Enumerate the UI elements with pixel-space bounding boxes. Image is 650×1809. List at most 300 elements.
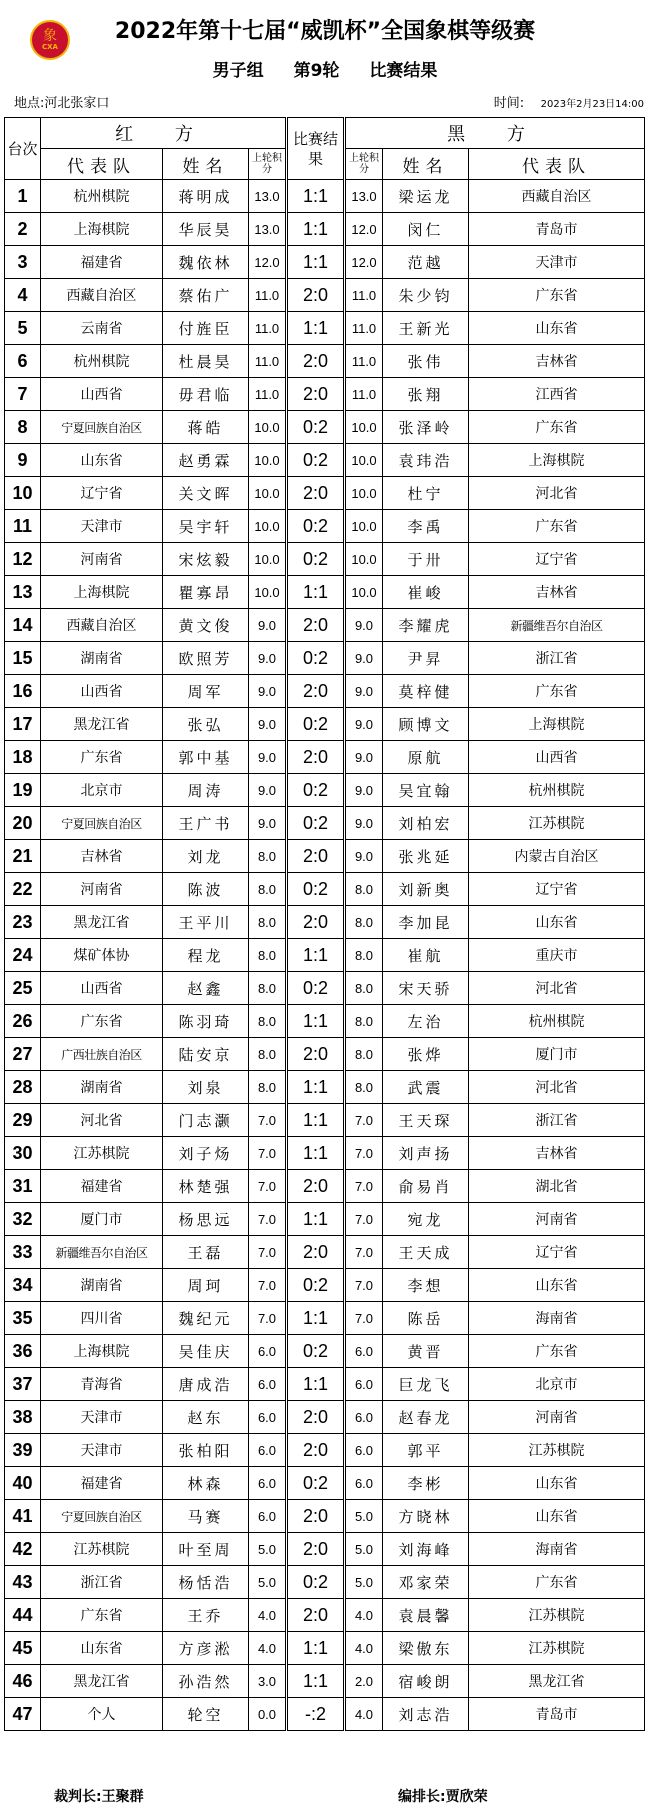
red-name-cell: 杨思远 — [163, 1203, 249, 1236]
red-points-cell: 6.0 — [249, 1434, 287, 1467]
red-team-cell: 福建省 — [41, 246, 163, 279]
black-team-cell: 广东省 — [469, 510, 645, 543]
result-cell: 1:1 — [287, 576, 345, 609]
black-team-cell: 江苏棋院 — [469, 1434, 645, 1467]
red-name-cell: 王磊 — [163, 1236, 249, 1269]
black-points-cell: 8.0 — [345, 906, 383, 939]
red-team-cell: 湖南省 — [41, 642, 163, 675]
table-row — [5, 807, 645, 840]
red-points-cell: 9.0 — [249, 774, 287, 807]
black-name-cell: 张兆延 — [383, 840, 469, 873]
table-row — [5, 1104, 645, 1137]
table-no-cell: 29 — [5, 1104, 41, 1137]
black-team-cell: 新疆维吾尔自治区 — [469, 609, 645, 642]
red-points-cell: 8.0 — [249, 1071, 287, 1104]
red-team-cell: 四川省 — [41, 1302, 163, 1335]
red-team-cell: 杭州棋院 — [41, 345, 163, 378]
table-row — [5, 741, 645, 774]
result-cell: 2:0 — [287, 1434, 345, 1467]
black-name-cell: 李彬 — [383, 1467, 469, 1500]
black-team-cell: 河南省 — [469, 1203, 645, 1236]
black-team-cell: 天津市 — [469, 246, 645, 279]
red-points-cell: 13.0 — [249, 180, 287, 213]
black-name-cell: 袁玮浩 — [383, 444, 469, 477]
black-name-cell: 梁运龙 — [383, 180, 469, 213]
red-points-cell: 7.0 — [249, 1236, 287, 1269]
red-points-cell: 12.0 — [249, 246, 287, 279]
table-row — [5, 1038, 645, 1071]
red-name-cell: 林楚强 — [163, 1170, 249, 1203]
result-cell: 2:0 — [287, 840, 345, 873]
red-team-cell: 黑龙江省 — [41, 708, 163, 741]
black-name-cell: 王新光 — [383, 312, 469, 345]
black-points-cell: 8.0 — [345, 1005, 383, 1038]
black-points-cell: 5.0 — [345, 1566, 383, 1599]
red-team-cell: 山东省 — [41, 444, 163, 477]
table-row — [5, 279, 645, 312]
result-cell: 2:0 — [287, 1038, 345, 1071]
red-points-cell: 9.0 — [249, 807, 287, 840]
red-name-cell: 叶至周 — [163, 1533, 249, 1566]
black-points-cell: 11.0 — [345, 279, 383, 312]
black-points-cell: 12.0 — [345, 246, 383, 279]
result-cell: 1:1 — [287, 1104, 345, 1137]
red-points-cell: 8.0 — [249, 972, 287, 1005]
black-side-header: 黑 方 — [345, 118, 645, 149]
red-team-cell: 广东省 — [41, 741, 163, 774]
red-points-cell: 10.0 — [249, 543, 287, 576]
black-points-cell: 9.0 — [345, 609, 383, 642]
black-name-cell: 范越 — [383, 246, 469, 279]
table-no-cell: 31 — [5, 1170, 41, 1203]
black-name-cell: 郭平 — [383, 1434, 469, 1467]
red-points-cell: 9.0 — [249, 675, 287, 708]
red-team-cell: 广东省 — [41, 1005, 163, 1038]
black-points-cell: 11.0 — [345, 312, 383, 345]
red-team-cell: 江苏棋院 — [41, 1137, 163, 1170]
black-name-cell: 方晓林 — [383, 1500, 469, 1533]
black-team-cell: 江苏棋院 — [469, 1632, 645, 1665]
table-no-cell: 25 — [5, 972, 41, 1005]
table-row — [5, 642, 645, 675]
black-name-cell: 李耀虎 — [383, 609, 469, 642]
table-no-cell: 14 — [5, 609, 41, 642]
red-team-cell: 河南省 — [41, 543, 163, 576]
black-points-header: 上轮积分 — [345, 149, 383, 180]
black-points-cell: 10.0 — [345, 444, 383, 477]
table-no-cell: 24 — [5, 939, 41, 972]
black-points-cell: 7.0 — [345, 1137, 383, 1170]
black-points-cell: 2.0 — [345, 1665, 383, 1698]
table-row — [5, 774, 645, 807]
black-team-cell: 山东省 — [469, 906, 645, 939]
black-name-cell: 闵仁 — [383, 213, 469, 246]
red-name-cell: 马赛 — [163, 1500, 249, 1533]
table-no-cell: 45 — [5, 1632, 41, 1665]
table-row — [5, 477, 645, 510]
black-points-cell: 6.0 — [345, 1434, 383, 1467]
red-points-cell: 6.0 — [249, 1467, 287, 1500]
black-points-cell: 9.0 — [345, 708, 383, 741]
red-name-cell: 陈羽琦 — [163, 1005, 249, 1038]
red-points-cell: 7.0 — [249, 1203, 287, 1236]
black-team-header: 代表队 — [469, 149, 645, 180]
red-team-cell: 河南省 — [41, 873, 163, 906]
black-team-cell: 辽宁省 — [469, 543, 645, 576]
red-name-cell: 陆安京 — [163, 1038, 249, 1071]
table-no-cell: 39 — [5, 1434, 41, 1467]
black-points-cell: 4.0 — [345, 1632, 383, 1665]
red-name-cell: 蒋明成 — [163, 180, 249, 213]
black-name-cell: 李加昆 — [383, 906, 469, 939]
red-team-cell: 宁夏回族自治区 — [41, 1500, 163, 1533]
black-name-cell: 宛龙 — [383, 1203, 469, 1236]
result-cell: 1:1 — [287, 180, 345, 213]
black-team-cell: 内蒙古自治区 — [469, 840, 645, 873]
red-name-cell: 周珂 — [163, 1269, 249, 1302]
table-no-cell: 8 — [5, 411, 41, 444]
red-team-cell: 上海棋院 — [41, 576, 163, 609]
table-no-cell: 1 — [5, 180, 41, 213]
result-cell: 2:0 — [287, 1599, 345, 1632]
red-team-cell: 河北省 — [41, 1104, 163, 1137]
black-team-cell: 江西省 — [469, 378, 645, 411]
red-points-cell: 7.0 — [249, 1137, 287, 1170]
red-name-cell: 蔡佑广 — [163, 279, 249, 312]
red-team-cell: 福建省 — [41, 1170, 163, 1203]
black-name-cell: 刘志浩 — [383, 1698, 469, 1731]
black-team-cell: 江苏棋院 — [469, 807, 645, 840]
result-cell: 2:0 — [287, 609, 345, 642]
table-no-cell: 4 — [5, 279, 41, 312]
black-team-cell: 河北省 — [469, 972, 645, 1005]
result-cell: 2:0 — [287, 1236, 345, 1269]
red-team-cell: 辽宁省 — [41, 477, 163, 510]
red-team-cell: 西藏自治区 — [41, 609, 163, 642]
black-team-cell: 广东省 — [469, 675, 645, 708]
black-name-cell: 刘柏宏 — [383, 807, 469, 840]
result-cell: 0:2 — [287, 1269, 345, 1302]
red-points-cell: 5.0 — [249, 1533, 287, 1566]
result-cell: 2:0 — [287, 675, 345, 708]
table-no-cell: 28 — [5, 1071, 41, 1104]
table-no-cell: 33 — [5, 1236, 41, 1269]
table-no-cell: 7 — [5, 378, 41, 411]
black-name-cell: 左治 — [383, 1005, 469, 1038]
result-cell: 1:1 — [287, 312, 345, 345]
red-team-cell: 广东省 — [41, 1599, 163, 1632]
black-points-cell: 7.0 — [345, 1203, 383, 1236]
red-name-cell: 孙浩然 — [163, 1665, 249, 1698]
red-points-cell: 13.0 — [249, 213, 287, 246]
black-points-cell: 10.0 — [345, 477, 383, 510]
black-points-cell: 7.0 — [345, 1302, 383, 1335]
red-points-cell: 8.0 — [249, 873, 287, 906]
table-no-cell: 22 — [5, 873, 41, 906]
table-no-cell: 17 — [5, 708, 41, 741]
venue-label: 地点: — [14, 96, 45, 111]
black-name-cell: 宿峻朗 — [383, 1665, 469, 1698]
result-cell: 1:1 — [287, 1005, 345, 1038]
table-row — [5, 510, 645, 543]
table-no-cell: 19 — [5, 774, 41, 807]
red-name-cell: 吴宇轩 — [163, 510, 249, 543]
black-name-cell: 宋天骄 — [383, 972, 469, 1005]
black-name-cell: 李想 — [383, 1269, 469, 1302]
result-cell: 0:2 — [287, 510, 345, 543]
result-cell: 2:0 — [287, 1170, 345, 1203]
black-points-cell: 9.0 — [345, 741, 383, 774]
red-team-cell: 厦门市 — [41, 1203, 163, 1236]
table-row — [5, 1401, 645, 1434]
black-points-cell: 8.0 — [345, 1071, 383, 1104]
black-points-cell: 9.0 — [345, 840, 383, 873]
table-no-cell: 44 — [5, 1599, 41, 1632]
black-points-cell: 9.0 — [345, 642, 383, 675]
red-name-cell: 陈波 — [163, 873, 249, 906]
red-points-cell: 9.0 — [249, 642, 287, 675]
black-name-cell: 巨龙飞 — [383, 1368, 469, 1401]
red-points-cell: 6.0 — [249, 1401, 287, 1434]
red-points-cell: 7.0 — [249, 1104, 287, 1137]
red-name-cell: 关文晖 — [163, 477, 249, 510]
red-team-cell: 湖南省 — [41, 1269, 163, 1302]
table-no-cell: 38 — [5, 1401, 41, 1434]
black-points-cell: 5.0 — [345, 1533, 383, 1566]
black-points-cell: 4.0 — [345, 1599, 383, 1632]
black-name-header: 姓名 — [383, 149, 469, 180]
table-row — [5, 576, 645, 609]
red-name-cell: 王广书 — [163, 807, 249, 840]
red-points-cell: 10.0 — [249, 576, 287, 609]
result-cell: 0:2 — [287, 1467, 345, 1500]
table-row — [5, 1434, 645, 1467]
black-points-cell: 7.0 — [345, 1236, 383, 1269]
red-name-cell: 毋君临 — [163, 378, 249, 411]
black-team-cell: 海南省 — [469, 1302, 645, 1335]
black-name-cell: 朱少钧 — [383, 279, 469, 312]
results-table — [4, 117, 645, 1731]
red-points-cell: 8.0 — [249, 1038, 287, 1071]
red-team-cell: 天津市 — [41, 1434, 163, 1467]
table-no-cell: 32 — [5, 1203, 41, 1236]
red-points-cell: 11.0 — [249, 345, 287, 378]
black-points-cell: 9.0 — [345, 675, 383, 708]
chief-referee-name: 王聚群 — [101, 1789, 144, 1805]
table-row — [5, 1269, 645, 1302]
black-name-cell: 于卅 — [383, 543, 469, 576]
table-no-cell: 35 — [5, 1302, 41, 1335]
red-name-cell: 张柏阳 — [163, 1434, 249, 1467]
black-points-cell: 9.0 — [345, 774, 383, 807]
black-name-cell: 杜宁 — [383, 477, 469, 510]
result-cell: 2:0 — [287, 741, 345, 774]
table-no-cell: 13 — [5, 576, 41, 609]
black-team-cell: 杭州棋院 — [469, 774, 645, 807]
red-team-cell: 西藏自治区 — [41, 279, 163, 312]
red-team-cell: 浙江省 — [41, 1566, 163, 1599]
red-team-cell: 黑龙江省 — [41, 906, 163, 939]
table-no-cell: 10 — [5, 477, 41, 510]
table-row — [5, 312, 645, 345]
red-team-cell: 宁夏回族自治区 — [41, 411, 163, 444]
red-points-cell: 0.0 — [249, 1698, 287, 1731]
table-row — [5, 1533, 645, 1566]
page-footer — [0, 1786, 650, 1808]
red-team-cell: 江苏棋院 — [41, 1533, 163, 1566]
red-name-cell: 宋炫毅 — [163, 543, 249, 576]
table-row — [5, 840, 645, 873]
result-cell: 1:1 — [287, 246, 345, 279]
result-cell: 1:1 — [287, 213, 345, 246]
table-row — [5, 873, 645, 906]
red-team-cell: 山东省 — [41, 1632, 163, 1665]
black-team-cell: 山东省 — [469, 312, 645, 345]
red-name-cell: 程龙 — [163, 939, 249, 972]
table-no-cell: 12 — [5, 543, 41, 576]
table-no-cell: 46 — [5, 1665, 41, 1698]
black-team-cell: 河南省 — [469, 1401, 645, 1434]
result-cell: 2:0 — [287, 279, 345, 312]
black-team-cell: 吉林省 — [469, 576, 645, 609]
red-name-cell: 张弘 — [163, 708, 249, 741]
result-cell: 2:0 — [287, 1500, 345, 1533]
result-cell: 1:1 — [287, 1665, 345, 1698]
black-points-cell: 6.0 — [345, 1368, 383, 1401]
black-team-cell: 广东省 — [469, 279, 645, 312]
black-name-cell: 刘海峰 — [383, 1533, 469, 1566]
red-team-cell: 湖南省 — [41, 1071, 163, 1104]
table-no-cell: 20 — [5, 807, 41, 840]
red-name-cell: 赵东 — [163, 1401, 249, 1434]
black-team-cell: 黑龙江省 — [469, 1665, 645, 1698]
table-no-cell: 41 — [5, 1500, 41, 1533]
red-points-cell: 11.0 — [249, 279, 287, 312]
table-row — [5, 246, 645, 279]
event-meta — [14, 92, 644, 110]
black-team-cell: 江苏棋院 — [469, 1599, 645, 1632]
black-points-cell: 12.0 — [345, 213, 383, 246]
red-name-cell: 唐成浩 — [163, 1368, 249, 1401]
black-name-cell: 崔航 — [383, 939, 469, 972]
result-cell: 2:0 — [287, 345, 345, 378]
black-team-cell: 河北省 — [469, 1071, 645, 1104]
black-name-cell: 梁傲东 — [383, 1632, 469, 1665]
red-team-cell: 杭州棋院 — [41, 180, 163, 213]
black-points-cell: 6.0 — [345, 1467, 383, 1500]
result-cell: 0:2 — [287, 444, 345, 477]
red-name-cell: 王平川 — [163, 906, 249, 939]
table-row — [5, 1236, 645, 1269]
black-team-cell: 厦门市 — [469, 1038, 645, 1071]
table-row — [5, 675, 645, 708]
red-team-cell: 新疆维吾尔自治区 — [41, 1236, 163, 1269]
page-header — [0, 0, 650, 92]
red-name-cell: 黄文俊 — [163, 609, 249, 642]
red-team-cell: 山西省 — [41, 675, 163, 708]
red-name-cell: 杜晨昊 — [163, 345, 249, 378]
red-name-cell: 刘子炀 — [163, 1137, 249, 1170]
table-no-cell: 26 — [5, 1005, 41, 1038]
black-name-cell: 尹昇 — [383, 642, 469, 675]
table-no-cell: 16 — [5, 675, 41, 708]
black-name-cell: 张烨 — [383, 1038, 469, 1071]
red-name-cell: 林森 — [163, 1467, 249, 1500]
red-points-cell: 7.0 — [249, 1170, 287, 1203]
table-row — [5, 444, 645, 477]
black-name-cell: 原航 — [383, 741, 469, 774]
arranger-name: 贾欣荣 — [445, 1789, 488, 1805]
table-row — [5, 972, 645, 1005]
black-points-cell: 11.0 — [345, 345, 383, 378]
black-name-cell: 崔峻 — [383, 576, 469, 609]
table-row — [5, 1599, 645, 1632]
red-points-cell: 9.0 — [249, 708, 287, 741]
red-team-cell: 青海省 — [41, 1368, 163, 1401]
result-cell: 0:2 — [287, 873, 345, 906]
red-team-cell: 吉林省 — [41, 840, 163, 873]
red-points-cell: 10.0 — [249, 477, 287, 510]
logo-glyph: 象 — [43, 28, 57, 44]
red-points-cell: 9.0 — [249, 741, 287, 774]
red-team-header: 代表队 — [41, 149, 163, 180]
result-cell: 1:1 — [287, 1071, 345, 1104]
result-cell: 0:2 — [287, 807, 345, 840]
red-name-cell: 刘泉 — [163, 1071, 249, 1104]
black-points-cell: 6.0 — [345, 1335, 383, 1368]
black-name-cell: 顾博文 — [383, 708, 469, 741]
table-row — [5, 213, 645, 246]
table-no-header: 台次 — [5, 118, 41, 180]
red-points-cell: 6.0 — [249, 1335, 287, 1368]
result-cell: 1:1 — [287, 1137, 345, 1170]
red-name-cell: 周军 — [163, 675, 249, 708]
table-no-cell: 27 — [5, 1038, 41, 1071]
black-name-cell: 王天琛 — [383, 1104, 469, 1137]
black-points-cell: 8.0 — [345, 1038, 383, 1071]
black-team-cell: 广东省 — [469, 1335, 645, 1368]
table-no-cell: 47 — [5, 1698, 41, 1731]
table-no-cell: 2 — [5, 213, 41, 246]
table-row — [5, 1335, 645, 1368]
black-team-cell: 杭州棋院 — [469, 1005, 645, 1038]
table-no-cell: 36 — [5, 1335, 41, 1368]
black-name-cell: 黄晋 — [383, 1335, 469, 1368]
black-team-cell: 上海棋院 — [469, 708, 645, 741]
table-no-cell: 6 — [5, 345, 41, 378]
table-row — [5, 1467, 645, 1500]
table-no-cell: 40 — [5, 1467, 41, 1500]
black-points-cell: 4.0 — [345, 1698, 383, 1731]
black-points-cell: 6.0 — [345, 1401, 383, 1434]
black-points-cell: 10.0 — [345, 411, 383, 444]
time-value: 2023年2月23日14:00 — [540, 99, 644, 110]
black-team-cell: 山西省 — [469, 741, 645, 774]
table-no-cell: 3 — [5, 246, 41, 279]
result-cell: 0:2 — [287, 1566, 345, 1599]
result-cell: 2:0 — [287, 477, 345, 510]
red-points-cell: 11.0 — [249, 312, 287, 345]
black-name-cell: 李禹 — [383, 510, 469, 543]
table-row — [5, 1302, 645, 1335]
red-points-cell: 6.0 — [249, 1368, 287, 1401]
table-row — [5, 906, 645, 939]
red-points-cell: 6.0 — [249, 1500, 287, 1533]
black-team-cell: 湖北省 — [469, 1170, 645, 1203]
black-team-cell: 辽宁省 — [469, 873, 645, 906]
red-points-cell: 7.0 — [249, 1269, 287, 1302]
red-name-cell: 周涛 — [163, 774, 249, 807]
